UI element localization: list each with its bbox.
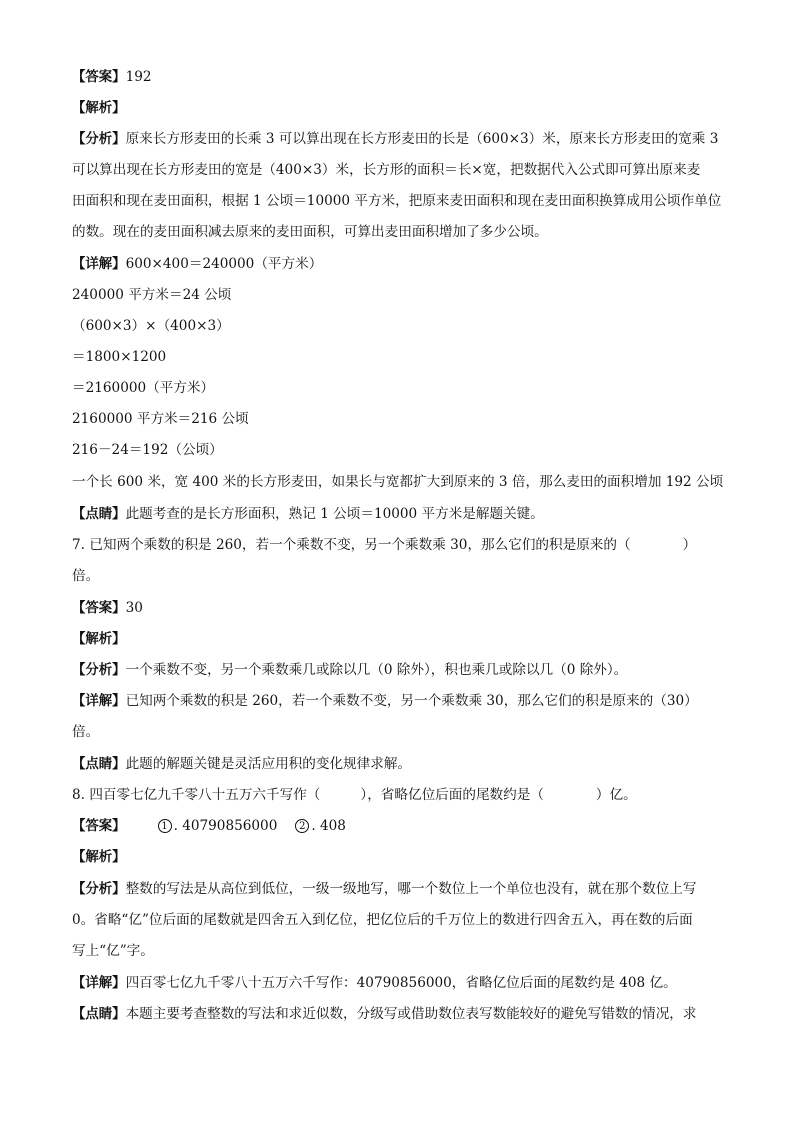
- q6-fenxi-line-2: 可以算出现在长方形麦田的宽是（400×3）米，长方形的面积＝长×宽，把数据代入公式即可算出原来麦: [72, 162, 701, 178]
- xiangjie-text: 四百零七亿九千零八十五万六千写作：40790856000，省略亿位后面的尾数约是 408 亿。: [125, 975, 677, 991]
- q7-fenxi-line: [72, 661, 732, 680]
- dianjing-text: 此题考查的是长方形面积，熟记 1 公顷＝10000 平方米是解题关键。: [125, 506, 544, 522]
- question-number: 7.: [72, 537, 85, 553]
- q6-fenxi-line-1: [72, 130, 732, 149]
- q6-xiangjie-line-2: 240000 平方米＝24 公顷: [72, 287, 232, 303]
- q6-dianjing-line: [72, 505, 732, 524]
- q6-xiangjie-line-1: [72, 255, 732, 274]
- fenxi-text: 一个乘数不变，另一个乘数乘几或除以几（0 除外），积也乘几或除以几（0 除外）。: [125, 662, 628, 678]
- circled-number-2: 2: [295, 819, 309, 833]
- xiangjie-tag: 【详解】: [72, 694, 126, 709]
- xiangjie-tag: 【详解】: [72, 976, 126, 991]
- q8-xiangjie-line: [72, 974, 732, 993]
- q6-fenxi-line-4: 的数。现在的麦田面积减去原来的麦田面积，可算出麦田面积增加了多少公顷。: [72, 224, 548, 240]
- xiangjie-text: 已知两个乘数的积是 260，若一个乘数不变，另一个乘数乘 30，那么它们的积是原来的（30）: [125, 693, 698, 709]
- answer-tag: 【答案】: [72, 601, 126, 616]
- q8-fenxi-line-1: [72, 880, 732, 899]
- circled-number-1: 1: [158, 819, 172, 833]
- question-number: 8.: [72, 787, 85, 803]
- q6-xiangjie-line-5: ＝2160000（平方米）: [72, 380, 215, 396]
- fenxi-text: 原来长方形麦田的长乘 3 可以算出现在长方形麦田的长是（600×3）米，原来长方形麦田的宽乘 3: [125, 131, 719, 147]
- xiangjie-text: 600×400＝240000（平方米）: [125, 256, 323, 272]
- q7-dianjing-line: [72, 755, 732, 774]
- question-close: ）: [682, 537, 697, 553]
- q8-question-line: [72, 786, 732, 804]
- q8-fenxi-line-3: 写上“亿”字。: [72, 943, 154, 959]
- q6-analysis-heading: [72, 99, 732, 118]
- dianjing-tag: 【点睛】: [72, 1007, 126, 1022]
- dianjing-text: 此题的解题关键是灵活应用积的变化规律求解。: [125, 756, 412, 772]
- q7-answer-line: [72, 599, 732, 618]
- analysis-tag: 【解析】: [72, 101, 126, 116]
- fenxi-text: 整数的写法是从高位到低位，一级一级地写，哪一个数位上一个单位也没有，就在那个数位上写: [125, 881, 697, 897]
- q8-analysis-heading: [72, 848, 732, 867]
- fenxi-tag: 【分析】: [72, 663, 126, 678]
- question-text-a: 四百零七亿九千零八十五万六千写作（: [89, 787, 321, 803]
- dianjing-tag: 【点睛】: [72, 757, 126, 772]
- answer-tag: 【答案】: [72, 70, 126, 85]
- fenxi-tag: 【分析】: [72, 882, 126, 897]
- xiangjie-tag: 【详解】: [72, 257, 126, 272]
- q6-xiangjie-line-8: 一个长 600 米，宽 400 米的长方形麦田，如果长与宽都扩大到原来的 3 倍，那么麦田的面积增加 192 公顷: [72, 474, 724, 490]
- q6-xiangjie-line-6: 2160000 平方米＝216 公顷: [72, 411, 249, 427]
- q7-question-line-2: 倍。: [72, 568, 100, 584]
- answer-value: 30: [125, 600, 143, 616]
- q8-answer-line: [72, 817, 732, 836]
- q7-xiangjie-line-2: 倍。: [72, 724, 100, 740]
- q7-analysis-heading: [72, 630, 732, 649]
- analysis-tag: 【解析】: [72, 632, 126, 647]
- q8-fenxi-line-2: 0。省略“亿”位后面的尾数就是四舍五入到亿位，把亿位后的千万位上的数进行四舍五入，再在数的后面: [72, 912, 693, 928]
- q6-answer-line: [72, 68, 732, 87]
- analysis-tag: 【解析】: [72, 850, 126, 865]
- fenxi-tag: 【分析】: [72, 132, 126, 147]
- answer-value-1: . 40790856000: [173, 818, 278, 834]
- answer-tag: 【答案】: [72, 819, 126, 834]
- q6-xiangjie-line-3: （600×3）×（400×3）: [72, 318, 230, 334]
- q7-question-line-1: [72, 536, 732, 554]
- answer-value: 192: [125, 69, 152, 85]
- answer-value-2: . 408: [311, 818, 346, 834]
- question-text: 已知两个乘数的积是 260，若一个乘数不变，另一个乘数乘 30，那么它们的积是原来的（: [89, 537, 631, 553]
- dianjing-text: 本题主要考查整数的写法和求近似数，分级写或借助数位表写数能较好的避免写错数的情况，求: [125, 1006, 697, 1022]
- q7-xiangjie-line-1: [72, 692, 732, 711]
- q6-xiangjie-line-4: ＝1800×1200: [72, 349, 167, 365]
- q8-dianjing-line: [72, 1005, 732, 1024]
- q6-fenxi-line-3: 田面积和现在麦田面积，根据 1 公顷＝10000 平方米，把原来麦田面积和现在麦田面积换算成用公顷作单位: [72, 193, 722, 209]
- dianjing-tag: 【点睛】: [72, 507, 126, 522]
- q6-xiangjie-line-7: 216－24＝192（公顷）: [72, 442, 223, 458]
- question-text-b: ），省略亿位后面的尾数约是（: [360, 787, 544, 803]
- question-text-c: ）亿。: [595, 787, 637, 803]
